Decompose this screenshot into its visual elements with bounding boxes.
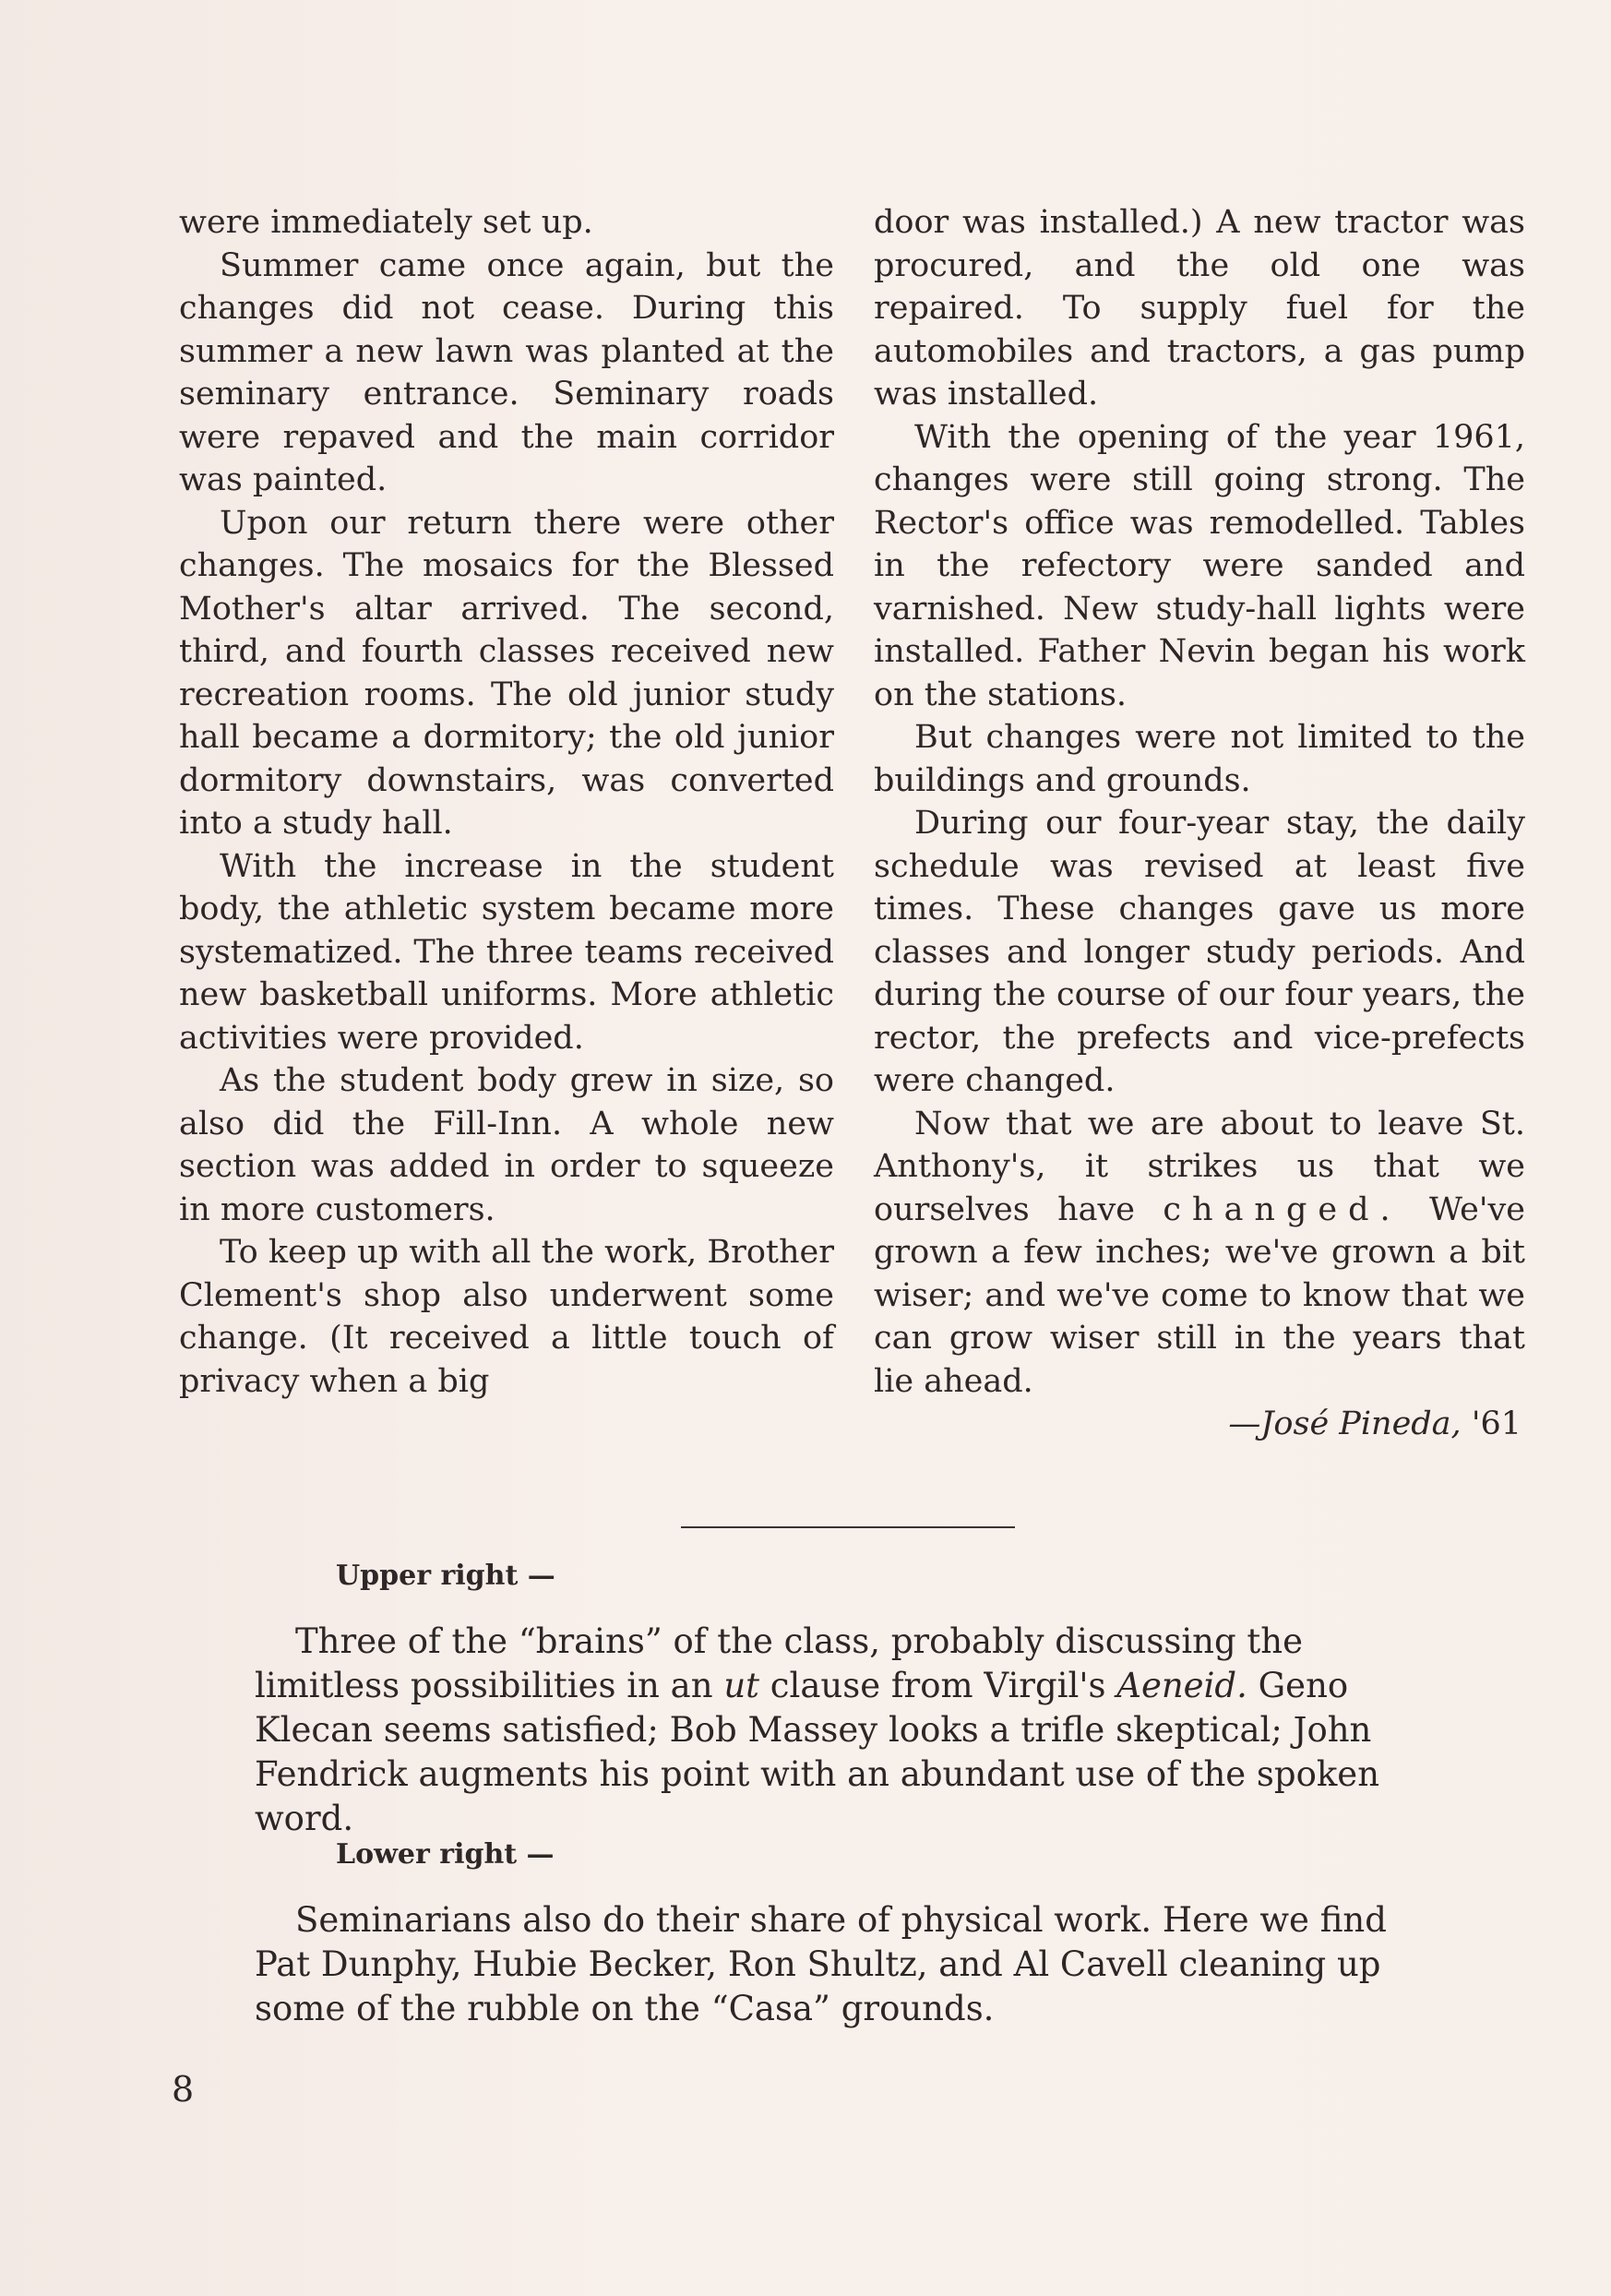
caption-upper <box>255 1620 1445 1841</box>
author-name: —José Pineda, <box>1228 1405 1462 1442</box>
section-divider <box>681 1526 1015 1528</box>
paragraph: Summer came once again, but the changes did not cease. During this summer a new lawn was planted at the seminary entrance. Seminary roads were repaved and the main corridor was painted. <box>179 246 834 498</box>
caption-text-part: Three of the “brains” of the class, probably discussing the limitless possibilities in an <box>255 1621 1304 1705</box>
closing-paragraph <box>874 1103 1525 1404</box>
caption-lower: Seminarians also do their share of physical work. Here we find Pat Dunphy, Hubie Becker, Ron Shultz, and Al Cavell cleaning up some of the rubble on the “Casa” grounds. <box>255 1900 1387 2028</box>
caption-heading-lower: Lower right — <box>336 1838 555 1871</box>
paragraph: Upon our return there were other changes. The mosaics for the Blessed Mother's altar arrived. The second, third, and fourth classes received new recreation rooms. The old junior study hall became a dormitory; the old junior dormitory downstairs, was converted into a study hall. <box>179 504 834 842</box>
right-text-column <box>874 201 1525 1446</box>
caption-heading-upper: Upper right — <box>336 1560 555 1592</box>
page-number: 8 <box>172 2069 195 2110</box>
closing-text-end: We've grown a few inches; we've grown a bit wiser; and we've come to know that we can grow wiser still in the years that lie ahead. <box>874 1190 1525 1400</box>
author-signature <box>874 1403 1525 1446</box>
caption-italic: Aeneid. <box>1116 1666 1247 1705</box>
caption-text-part: clause from Virgil's <box>759 1666 1117 1705</box>
caption-italic: ut <box>723 1666 760 1705</box>
paragraph: During our four-year stay, the daily schedule was revised at least five times. These changes gave us more classes and longer study periods. And during the course of our four years, the rector, the prefects and vice-prefects were changed. <box>874 805 1525 1099</box>
paragraph: As the student body grew in size, so also did the Fill-Inn. A whole new section was added in order to squeeze in more customers. <box>179 1062 834 1228</box>
paragraph: were immediately set up. <box>179 204 593 241</box>
class-year: '61 <box>1471 1405 1522 1442</box>
caption-text-part: Geno Klecan seems satisfied; Bob Massey looks a trifle skeptical; John Fendrick augments his point with an abundant use of the spoken word. <box>255 1666 1380 1838</box>
paragraph: But changes were not limited to the buildings and grounds. <box>874 719 1525 799</box>
closing-text-start: Now that we are about to leave St. Anthony's, it strikes us that we ourselves have <box>874 1105 1525 1228</box>
spaced-word: changed. <box>1163 1190 1402 1228</box>
paragraph: With the increase in the student body, the athletic system became more systematized. The three teams received new basketball uniforms. More athletic activities were provided. <box>179 847 834 1057</box>
paragraph: With the opening of the year 1961, changes were still going strong. The Rector's office was remodelled. Tables in the refectory were sanded and varnished. New study-hall lights were installed. Father Nevin began his work on the stations. <box>874 418 1525 713</box>
left-text-column <box>179 201 834 1403</box>
paragraph: door was installed.) A new tractor was procured, and the old one was repaired. To supply fuel for the automobiles and tractors, a gas pump was installed. <box>874 204 1525 413</box>
paragraph: To keep up with all the work, Brother Clement's shop also underwent some change. (It received a little touch of privacy when a big <box>179 1234 834 1400</box>
